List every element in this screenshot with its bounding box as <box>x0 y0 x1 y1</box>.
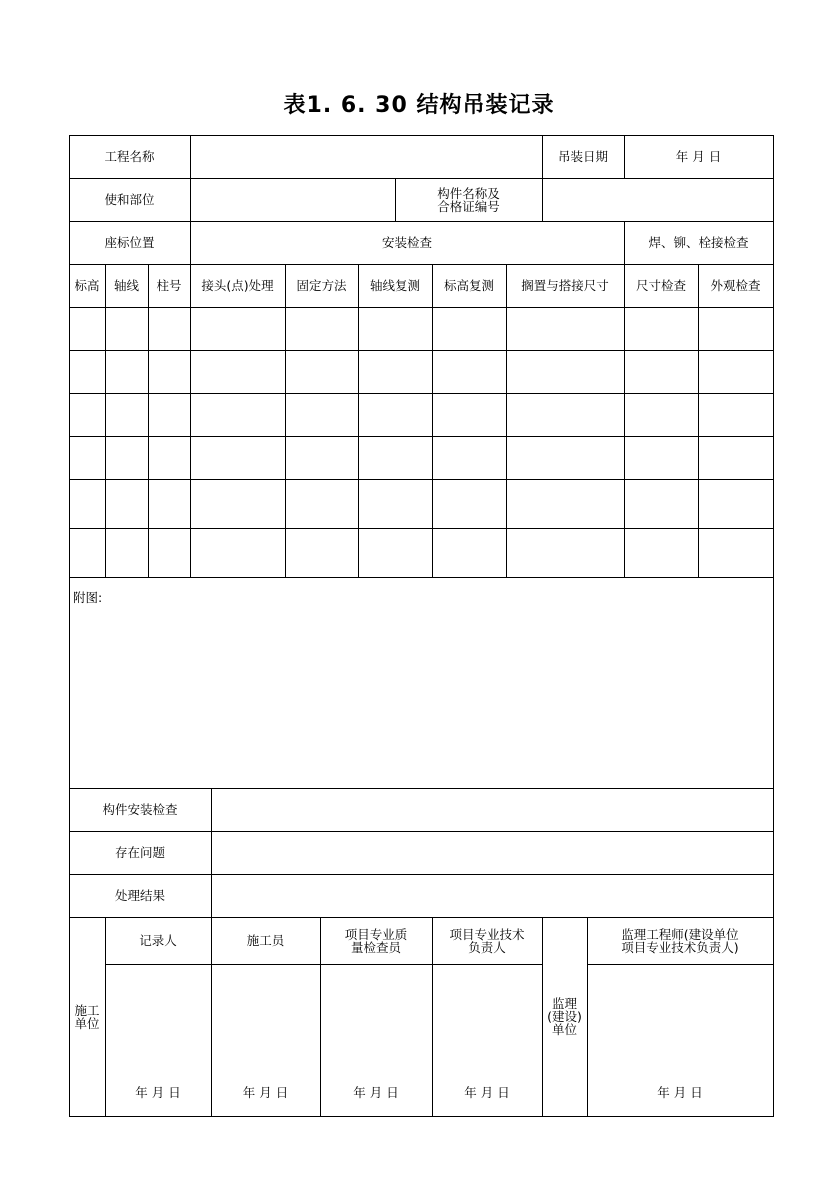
issues-field[interactable] <box>211 831 773 874</box>
lifting-record-form <box>69 135 774 1117</box>
column-header: 外观检查 <box>710 278 761 293</box>
location-label: 使和部位 <box>104 192 155 207</box>
column-header: 尺寸检查 <box>635 278 686 293</box>
quality-inspector-signature-date[interactable]: 年 月 日 <box>353 1084 399 1100</box>
table-row[interactable] <box>69 436 773 479</box>
table-row[interactable] <box>69 528 773 577</box>
column-header: 搁置与搭接尺寸 <box>521 278 609 293</box>
column-header: 固定方法 <box>296 278 347 293</box>
column-header: 轴线复测 <box>369 278 420 293</box>
component-name-field[interactable] <box>542 178 773 221</box>
rule <box>105 964 542 965</box>
supervision-unit-label: 监理 (建设) 单位 <box>547 996 582 1037</box>
supervisor-signature-date[interactable]: 年 月 日 <box>657 1084 703 1100</box>
result-label: 处理结果 <box>114 888 165 903</box>
table-row[interactable] <box>69 393 773 436</box>
column-header: 标高复测 <box>443 278 494 293</box>
column-header: 接头(点)处理 <box>201 278 274 293</box>
rule <box>587 964 774 965</box>
project-name-field[interactable] <box>190 135 542 178</box>
column-header: 柱号 <box>156 278 182 293</box>
weld-check-label: 焊、铆、栓接检查 <box>648 235 749 250</box>
table-row[interactable] <box>69 479 773 528</box>
column-header: 轴线 <box>113 278 139 293</box>
install-check-label: 安装检查 <box>381 235 432 250</box>
page-title: 表1. 6. 30 结构吊装记录 <box>283 93 555 118</box>
construction-unit-label: 施工 单位 <box>74 1002 100 1031</box>
table-row[interactable] <box>69 307 773 350</box>
component-install-label: 构件安装检查 <box>102 802 178 817</box>
recorder-signature-date[interactable]: 年 月 日 <box>135 1084 181 1100</box>
location-field[interactable] <box>190 178 395 221</box>
component-name-label: 构件名称及 合格证编号 <box>437 185 500 214</box>
supervisor-label: 监理工程师(建设单位 项目专业技术负责人) <box>621 926 739 955</box>
tech-lead-label: 项目专业技术 负责人 <box>449 926 525 955</box>
quality-inspector-label: 项目专业质 量检查员 <box>344 926 408 955</box>
attachment-label: 附图: <box>73 590 103 605</box>
coordinate-label: 座标位置 <box>104 235 155 250</box>
lifting-date-field[interactable]: 年 月 日 <box>675 149 722 164</box>
lifting-date-label: 吊装日期 <box>557 149 608 164</box>
table-row[interactable] <box>69 350 773 393</box>
recorder-label: 记录人 <box>139 933 177 948</box>
rule <box>69 1116 774 1117</box>
rule <box>773 135 774 1117</box>
result-field[interactable] <box>211 874 773 917</box>
issues-label: 存在问题 <box>114 845 165 860</box>
worker-label: 施工员 <box>246 933 285 948</box>
tech-lead-signature-date[interactable]: 年 月 日 <box>464 1084 510 1100</box>
column-header: 标高 <box>74 278 100 293</box>
project-name-label: 工程名称 <box>104 149 155 164</box>
worker-signature-date[interactable]: 年 月 日 <box>242 1084 289 1100</box>
component-install-field[interactable] <box>211 788 773 831</box>
